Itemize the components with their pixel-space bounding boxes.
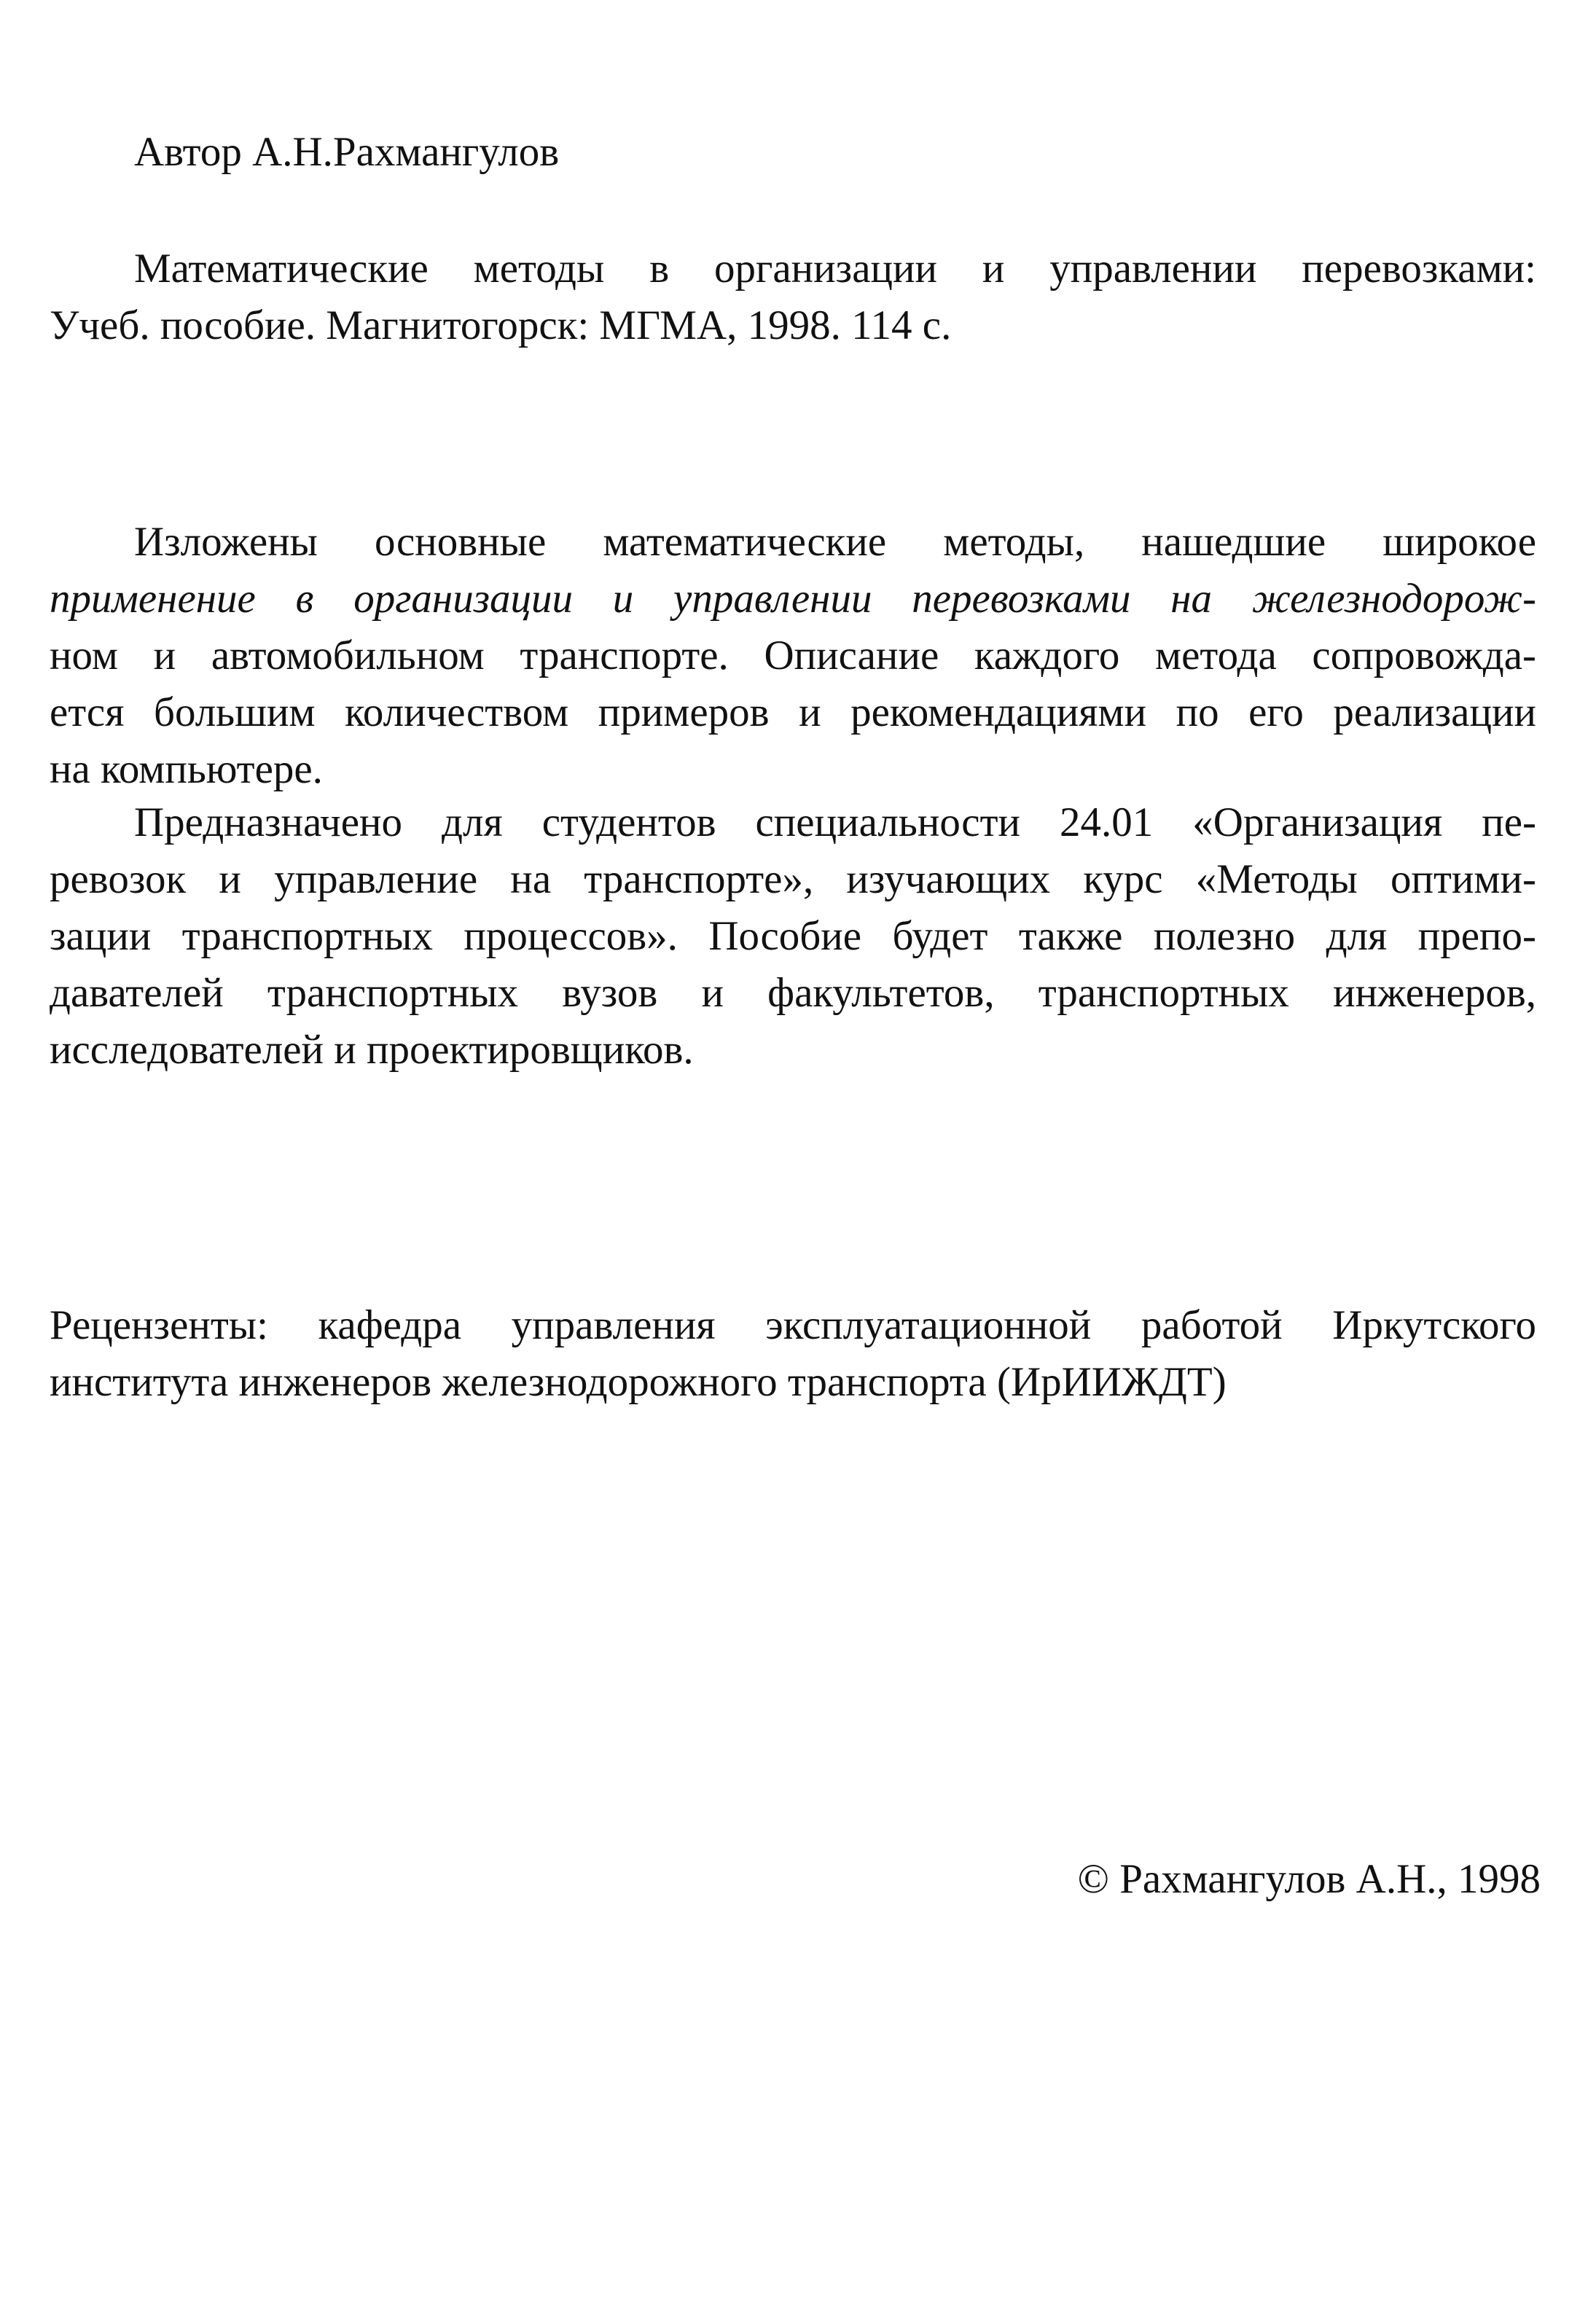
citation-line: Математические методы в организации и управлении перевозками: <box>134 246 1536 291</box>
purpose-line: Предназначено для студентов специальности 24.01 «Организация пе- <box>134 799 1536 845</box>
annotation-line: применение в организации и управлении перевозками на железнодорож- <box>50 576 1536 622</box>
reviewers-line: института инженеров железнодорожного транспорта (ИрИИЖДТ) <box>50 1359 1227 1405</box>
reviewers-paragraph <box>50 1297 1536 1411</box>
purpose-line: исследователей и проектировщиков. <box>50 1027 694 1073</box>
annotation-line: ном и автомобильном транспорте. Описание каждого метода сопровожда- <box>50 633 1536 678</box>
author-text: Автор А.Н.Рахмангулов <box>134 129 560 175</box>
author-line <box>50 124 1536 181</box>
purpose-line: давателей транспортных вузов и факультетов, транспортных инженеров, <box>50 970 1536 1016</box>
purpose-paragraph <box>50 794 1536 1079</box>
purpose-line: ревозок и управление на транспорте», изучающих курс «Методы оптими- <box>50 856 1536 902</box>
copyright-notice: © Рахмангулов А.Н., 1998 <box>1077 1856 1541 1902</box>
bibliographic-citation <box>50 240 1536 354</box>
annotation-line: Изложены основные математические методы, нашедшие широкое <box>134 519 1536 565</box>
citation-line: Учеб. пособие. Магнитогорск: МГМА, 1998. 114 с. <box>50 302 952 348</box>
reviewers-line: Рецензенты: кафедра управления эксплуатационной работой Иркутского <box>50 1302 1536 1348</box>
annotation-paragraph <box>50 514 1536 798</box>
annotation-line: на компьютере. <box>50 746 323 792</box>
annotation-line: ется большим количеством примеров и рекомендациями по его реализации <box>50 689 1536 735</box>
purpose-line: зации транспортных процессов». Пособие будет также полезно для препо- <box>50 913 1536 959</box>
